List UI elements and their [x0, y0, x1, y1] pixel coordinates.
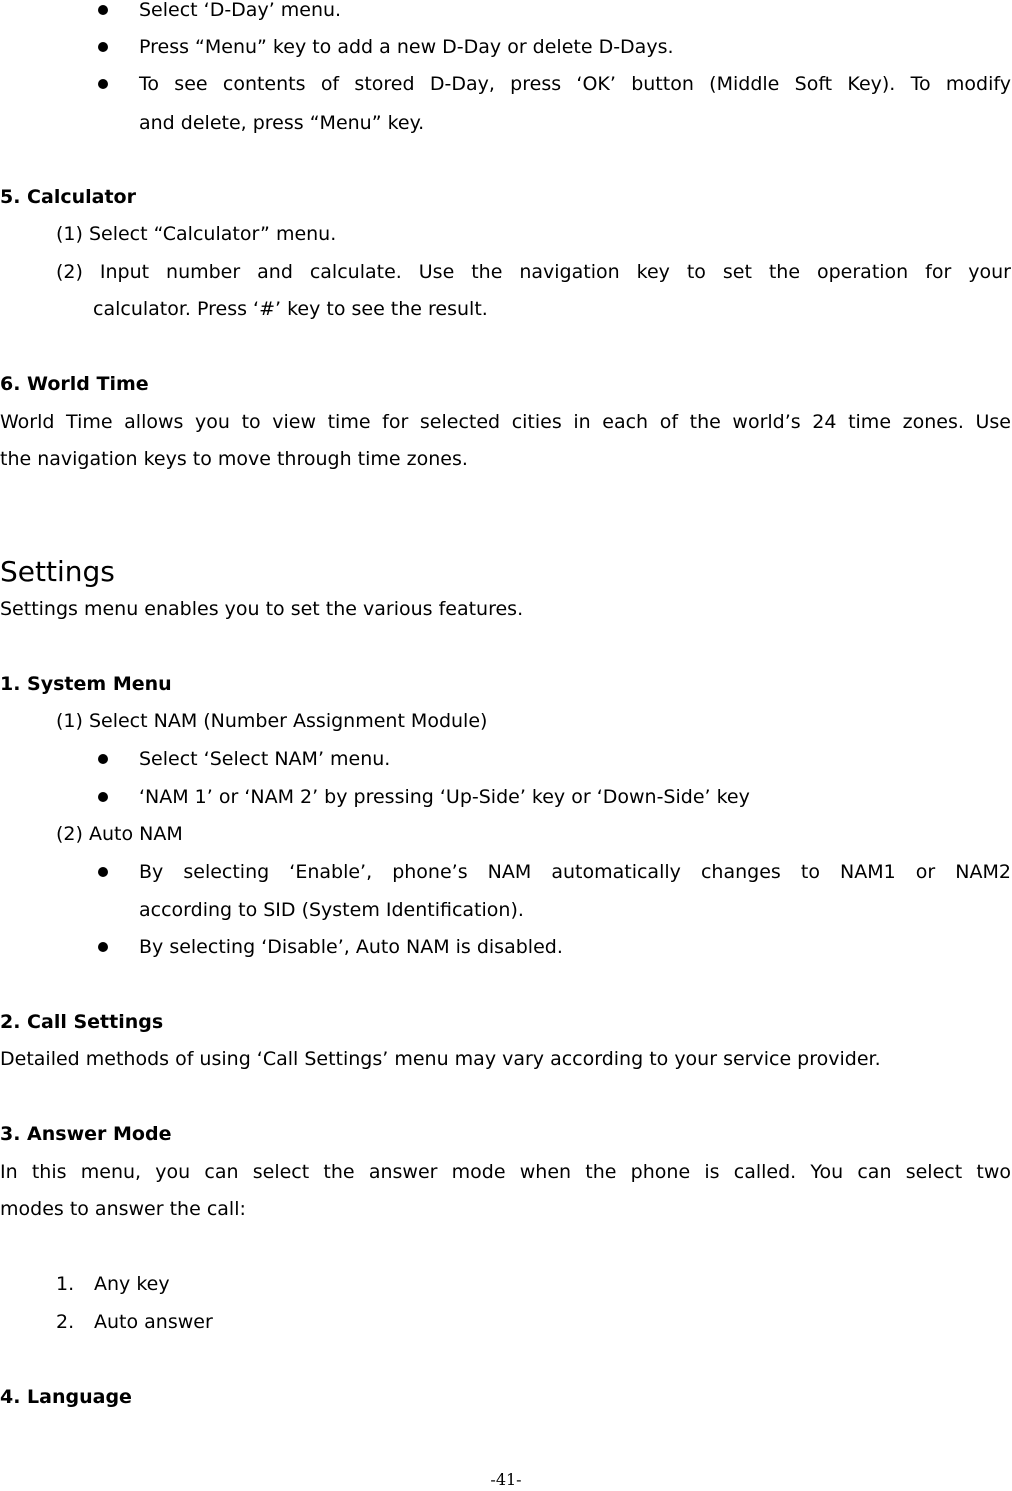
page-number: -41- — [490, 1470, 522, 1489]
answer-mode-line-2: modes to answer the call: — [0, 1198, 246, 1220]
bullet-dot — [98, 5, 108, 15]
dday-bullet-2: Press “Menu” key to add a new D-Day or delete D-Days. — [139, 36, 674, 58]
dday-bullet-1: Select ‘D-Day’ menu. — [139, 0, 342, 21]
select-nam-bullet-1: Select ‘Select NAM’ menu. — [139, 748, 391, 770]
select-nam-step: (1) Select NAM (Number Assignment Module) — [56, 710, 488, 732]
language-heading: 4. Language — [0, 1386, 132, 1408]
world-time-line-1: World Time allows you to view time for selected cities in each of the world’s 24 time zones. Use — [0, 411, 1011, 433]
answer-mode-line-1: In this menu, you can select the answer mode when the phone is called. You can select two — [0, 1161, 1011, 1183]
bullet-dot — [98, 42, 108, 52]
settings-intro: Settings menu enables you to set the various features. — [0, 598, 524, 620]
calculator-step-2: (2) Input number and calculate. Use the navigation key to set the operation for your — [56, 261, 1011, 283]
auto-nam-bullet-1-cont: according to SID (System Identification). — [139, 899, 524, 921]
answer-option-1-number: 1. — [56, 1273, 75, 1295]
answer-option-2-label: Auto answer — [94, 1311, 213, 1333]
bullet-dot — [98, 754, 108, 764]
answer-option-1-label: Any key — [94, 1273, 170, 1295]
call-settings-heading: 2. Call Settings — [0, 1011, 164, 1033]
auto-nam-bullet-2: By selecting ‘Disable’, Auto NAM is disabled. — [139, 936, 563, 958]
bullet-dot — [98, 792, 108, 802]
answer-mode-heading: 3. Answer Mode — [0, 1123, 172, 1145]
bullet-dot — [98, 942, 108, 952]
world-time-heading: 6. World Time — [0, 373, 149, 395]
calculator-step-1: (1) Select “Calculator” menu. — [56, 223, 337, 245]
dday-bullet-3-cont: and delete, press “Menu” key. — [139, 112, 425, 134]
answer-option-2-number: 2. — [56, 1311, 75, 1333]
world-time-line-2: the navigation keys to move through time zones. — [0, 448, 468, 470]
call-settings-text: Detailed methods of using ‘Call Settings’ menu may vary according to your service provider. — [0, 1048, 881, 1070]
system-menu-heading: 1. System Menu — [0, 673, 172, 695]
auto-nam-bullet-1: By selecting ‘Enable’, phone’s NAM automatically changes to NAM1 or NAM2 — [139, 861, 1011, 883]
calculator-step-2-cont: calculator. Press ‘#’ key to see the result. — [93, 298, 488, 320]
bullet-dot — [98, 867, 108, 877]
calculator-heading: 5. Calculator — [0, 186, 136, 208]
bullet-dot — [98, 79, 108, 89]
settings-title: Settings — [0, 555, 115, 588]
auto-nam-step: (2) Auto NAM — [56, 823, 183, 845]
select-nam-bullet-2: ‘NAM 1’ or ‘NAM 2’ by pressing ‘Up-Side’ key or ‘Down-Side’ key — [139, 786, 750, 808]
dday-bullet-3: To see contents of stored D-Day, press ‘OK’ button (Middle Soft Key). To modify — [139, 73, 1011, 95]
